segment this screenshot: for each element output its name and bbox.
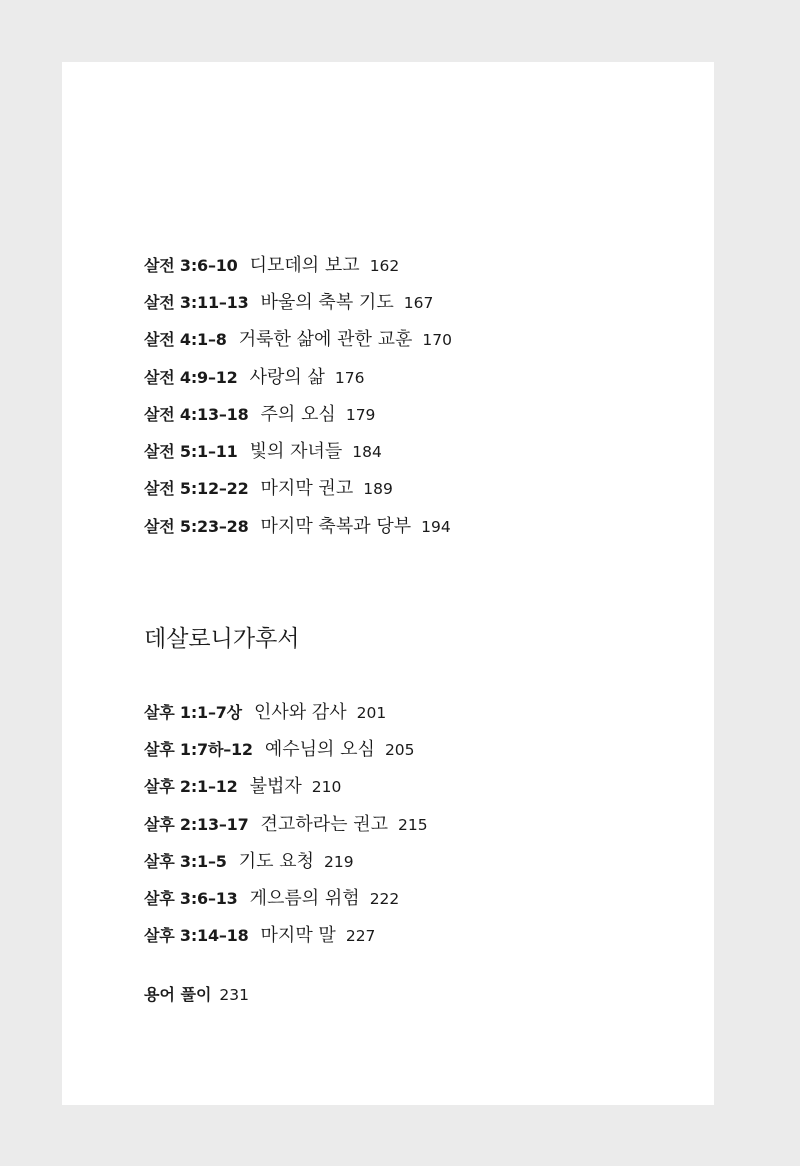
toc-entry-page-number: 194 — [421, 518, 451, 536]
toc-entry-title: 거룩한 삶에 관한 교훈 — [238, 329, 413, 350]
toc-entry-title: 사랑의 삶 — [249, 367, 325, 388]
toc-entry-page-number: 162 — [369, 257, 400, 275]
book-page — [62, 62, 714, 1105]
toc-entry[interactable] — [144, 516, 451, 538]
toc-entry-reference: 살후 3:14–18 — [144, 926, 249, 945]
toc-entry-page-number: 210 — [311, 778, 342, 796]
toc-entry[interactable] — [144, 404, 375, 426]
toc-entry[interactable] — [144, 329, 452, 351]
toc-glossary-entry[interactable] — [144, 984, 249, 1006]
toc-entry-reference: 살전 5:23–28 — [144, 517, 249, 536]
toc-entry-reference: 살후 2:13–17 — [144, 815, 249, 834]
toc-entry-reference: 살전 4:9–12 — [144, 368, 238, 387]
toc-entry[interactable] — [144, 255, 399, 277]
toc-entry-page-number: 167 — [403, 294, 434, 312]
toc-entry-title: 마지막 권고 — [260, 478, 354, 499]
toc-entry-title: 불법자 — [249, 776, 302, 797]
toc-entry[interactable] — [144, 478, 393, 500]
toc-entry-title: 주의 오심 — [260, 404, 336, 425]
toc-entry-reference: 살후 2:1–12 — [144, 777, 238, 796]
toc-entry-page-number: 201 — [356, 704, 387, 722]
toc-entry-page-number: 222 — [369, 890, 400, 908]
toc-entry-reference: 살후 3:1–5 — [144, 852, 227, 871]
toc-entry-reference: 살후 1:1–7상 — [144, 703, 242, 722]
toc-entry[interactable] — [144, 739, 415, 761]
toc-entry[interactable] — [144, 814, 428, 836]
toc-entry-title: 인사와 감사 — [253, 702, 347, 723]
toc-entry-page-number: 219 — [323, 853, 354, 871]
toc-entry-reference: 살전 5:1–11 — [144, 442, 238, 461]
toc-entry-reference: 살후 1:7하–12 — [144, 740, 253, 759]
toc-entry-title: 디모데의 보고 — [249, 255, 360, 276]
toc-entry-page-number: 179 — [345, 406, 376, 424]
toc-entry[interactable] — [144, 441, 382, 463]
section-heading: 데살로니가후서 — [144, 626, 300, 652]
toc-entry-reference: 살전 3:6–10 — [144, 256, 238, 275]
toc-entry-page-number: 189 — [363, 480, 393, 498]
toc-entry-title: 견고하라는 권고 — [260, 814, 388, 835]
toc-entry-page-number: 170 — [422, 331, 452, 349]
toc-entry-reference: 살전 4:1–8 — [144, 330, 227, 349]
toc-entry[interactable] — [144, 776, 341, 798]
toc-entry-reference: 살전 5:12–22 — [144, 479, 249, 498]
toc-entry[interactable] — [144, 851, 354, 873]
toc-entry-page-number: 176 — [334, 369, 365, 387]
toc-entry-reference: 살후 3:6–13 — [144, 889, 238, 908]
toc-entry-title: 마지막 축복과 당부 — [260, 516, 412, 537]
glossary-label: 용어 풀이 — [144, 985, 212, 1004]
glossary-page-number: 231 — [219, 986, 249, 1004]
toc-entry[interactable] — [144, 702, 386, 724]
toc-entry-reference: 살전 4:13–18 — [144, 405, 249, 424]
toc-entry[interactable] — [144, 925, 375, 947]
toc-entry-reference: 살전 3:11–13 — [144, 293, 249, 312]
toc-entry-page-number: 184 — [352, 443, 382, 461]
toc-entry-title: 바울의 축복 기도 — [260, 292, 394, 313]
toc-entry-title: 빛의 자녀들 — [249, 441, 343, 462]
toc-entry-page-number: 215 — [397, 816, 428, 834]
toc-entry[interactable] — [144, 292, 433, 314]
toc-entry[interactable] — [144, 888, 399, 910]
toc-entry-title: 예수님의 오심 — [264, 739, 375, 760]
toc-entry[interactable] — [144, 367, 365, 389]
toc-entry-title: 게으름의 위험 — [249, 888, 360, 909]
toc-entry-title: 기도 요청 — [238, 851, 314, 872]
toc-entry-page-number: 205 — [384, 741, 415, 759]
toc-entry-title: 마지막 말 — [260, 925, 336, 946]
toc-entry-page-number: 227 — [345, 927, 376, 945]
